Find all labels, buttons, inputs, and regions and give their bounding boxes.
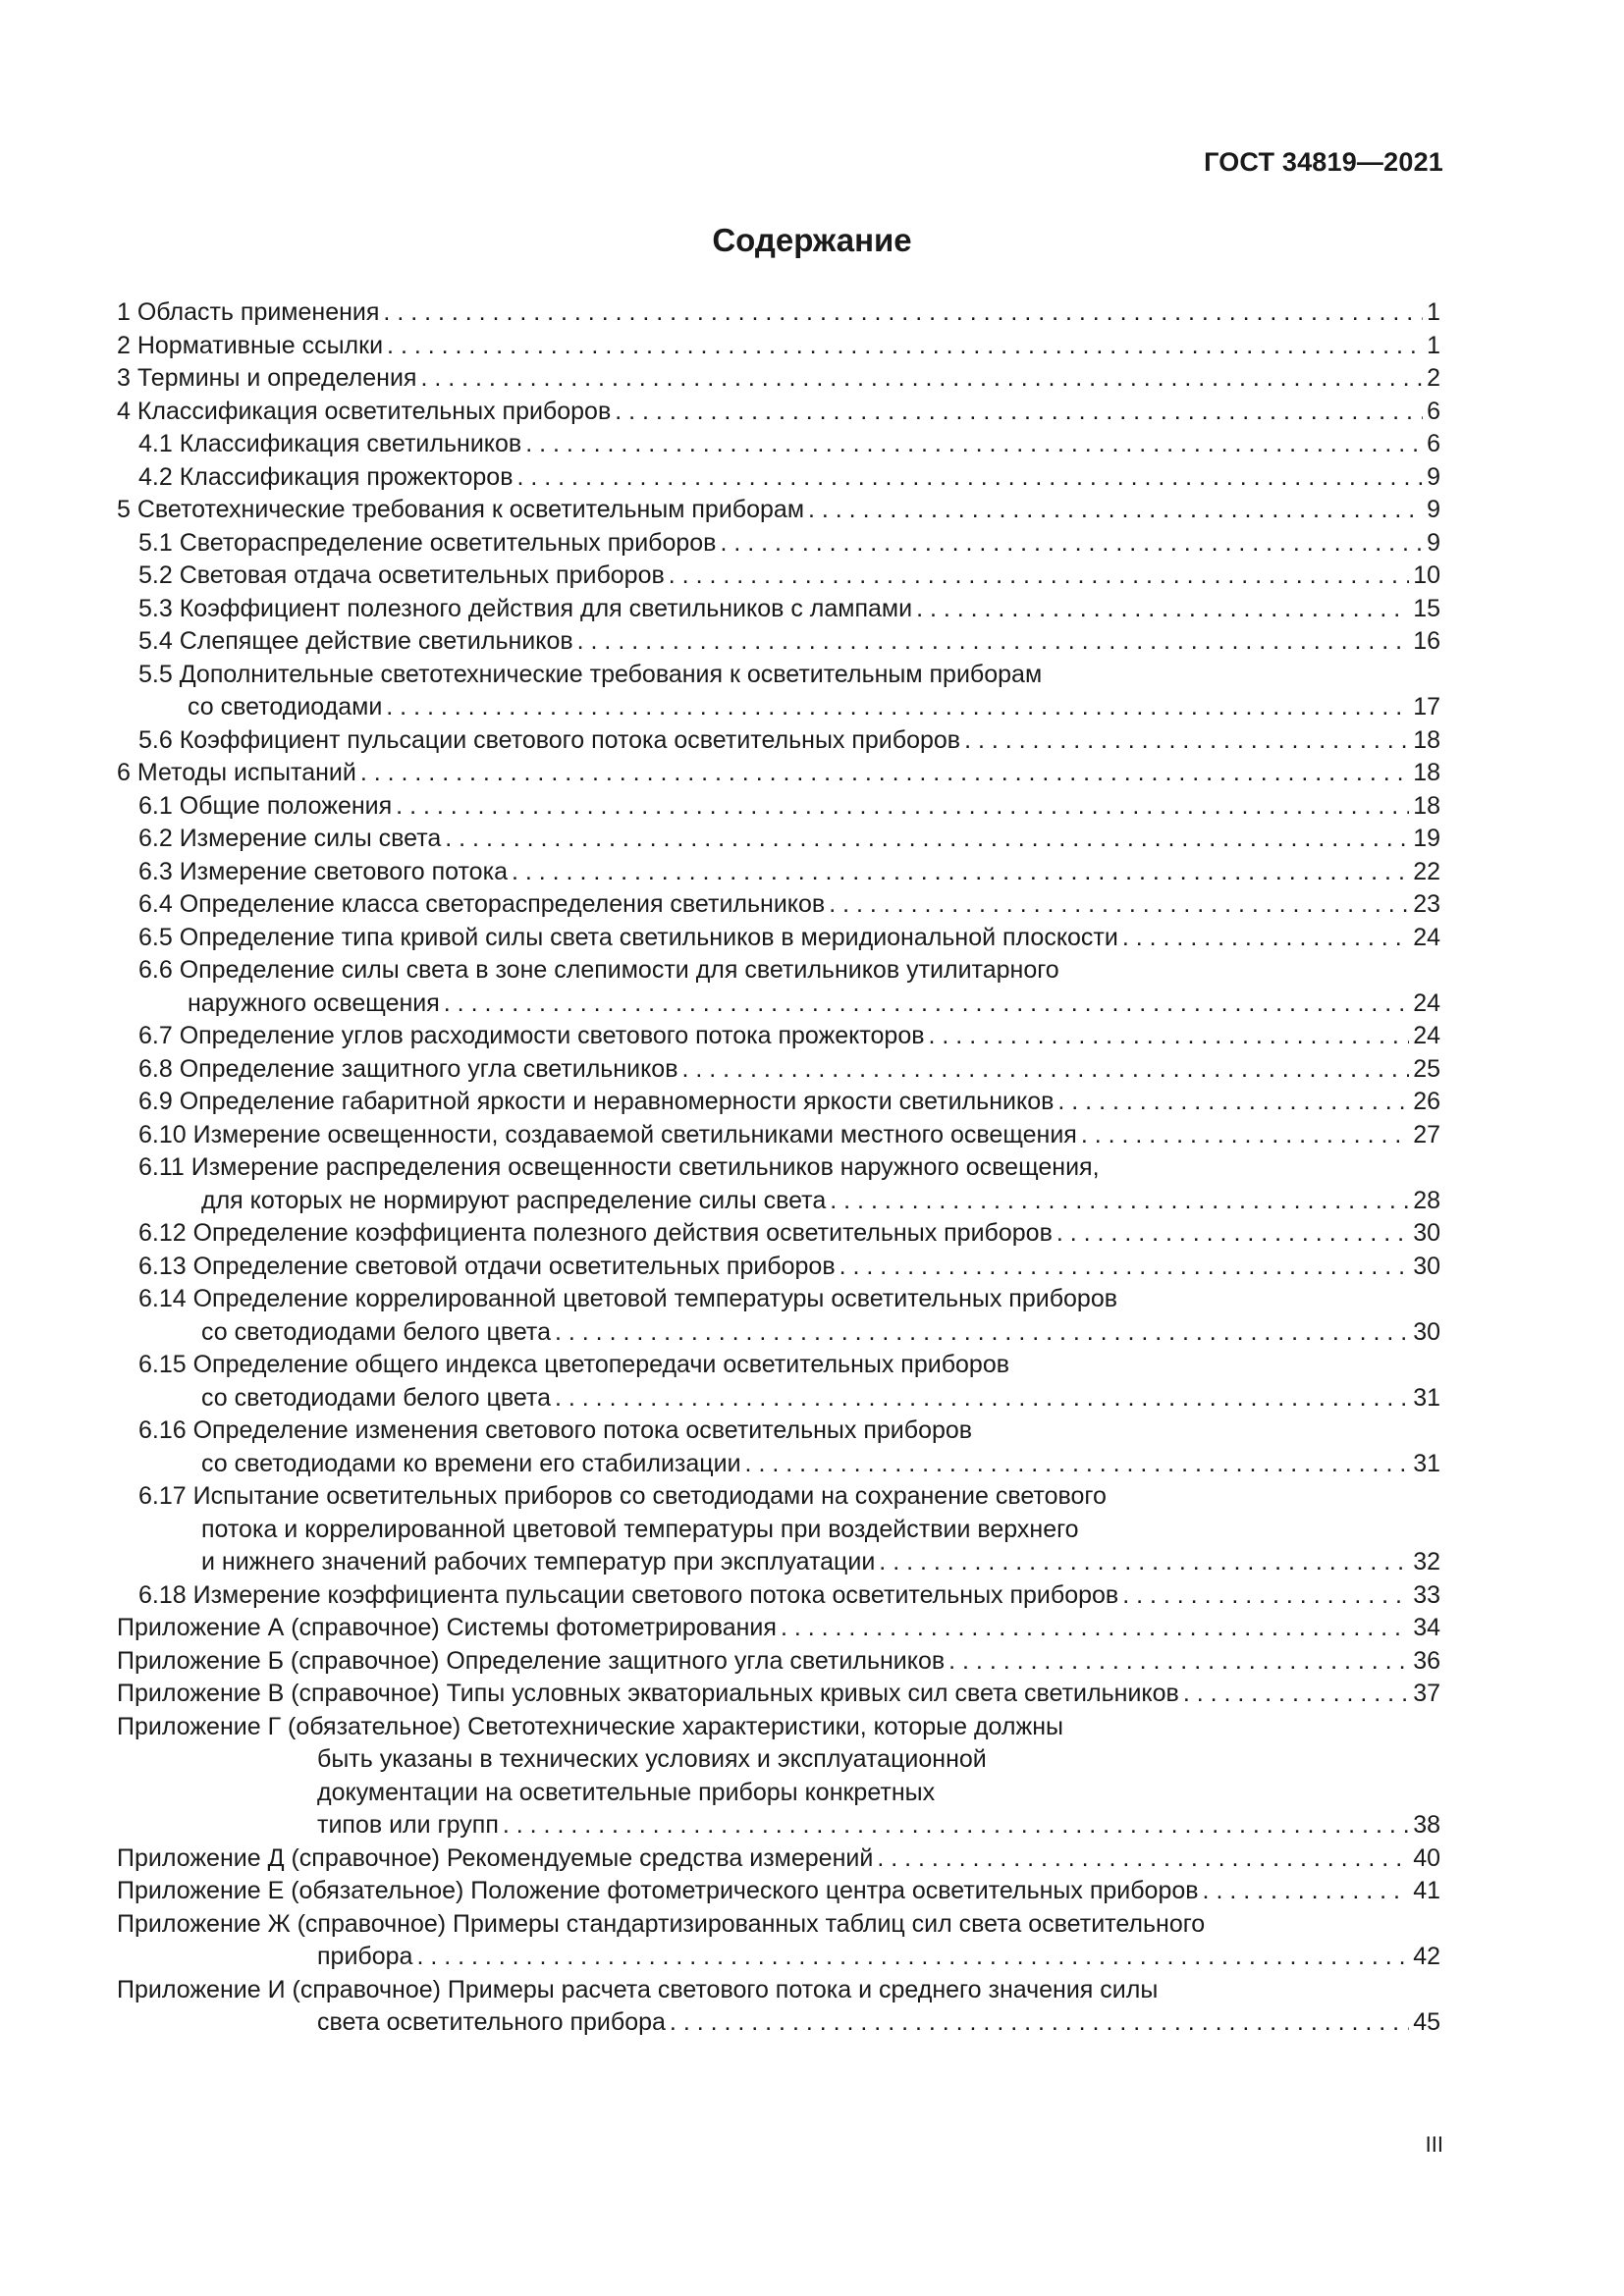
toc-entry-text: 6.14 Определение коррелированной цветовой температуры осветительных приборов: [138, 1285, 1118, 1312]
toc-entry[interactable]: [117, 1842, 1440, 1876]
toc-page-number: 27: [1413, 1120, 1440, 1148]
toc-page-number: 31: [1413, 1383, 1440, 1412]
toc-entry[interactable]: [117, 461, 1440, 495]
toc-leader-dots: [416, 1941, 1409, 1974]
toc-entry-text: Приложение А (справочное) Системы фотометрирования: [117, 1614, 777, 1641]
toc-entry-text: 5.2 Световая отдача осветительных приборов: [138, 561, 665, 589]
toc-page-number: 34: [1413, 1614, 1440, 1641]
toc-entry[interactable]: [117, 296, 1440, 330]
toc-entry-text: 6.12 Определение коэффициента полезного действия осветительных приборов: [138, 1219, 1053, 1247]
toc-entry-text: Приложение Е (обязательное) Положение фотометрического центра осветительных приборов: [117, 1877, 1199, 1904]
toc-entry[interactable]: [117, 428, 1440, 461]
toc-leader-dots: [512, 856, 1409, 889]
toc-page-number: 32: [1413, 1548, 1440, 1575]
toc-entry-text: 6.10 Измерение освещенности, создаваемой светильниками местного освещения: [138, 1120, 1077, 1148]
toc-entry[interactable]: [117, 1251, 1440, 1284]
toc-entry-text: 6 Методы испытаний: [117, 759, 356, 786]
toc-leader-dots: [1057, 1086, 1409, 1119]
toc-leader-dots: [929, 1020, 1410, 1053]
toc-leader-dots: [445, 823, 1409, 856]
toc-leader-dots: [555, 1316, 1409, 1350]
toc-leader-dots: [615, 396, 1423, 429]
toc-entry-text: 6.6 Определение силы света в зоне слепимости для светильников утилитарного: [138, 956, 1059, 984]
toc-leader-dots: [808, 494, 1423, 527]
toc-entry[interactable]: [117, 790, 1440, 824]
toc-page-number: 1: [1427, 331, 1440, 359]
toc-entry-text: Приложение Б (справочное) Определение защитного угла светильников: [117, 1646, 946, 1675]
toc-entry[interactable]: [117, 494, 1440, 527]
toc-entry[interactable]: [117, 888, 1440, 922]
toc-leader-dots: [916, 593, 1409, 626]
toc-entry-text: 6.1 Общие положения: [138, 791, 393, 820]
toc-title: Содержание: [712, 222, 912, 258]
toc-page-number: 23: [1413, 890, 1440, 918]
toc-page-number: 24: [1413, 988, 1440, 1017]
toc-leader-dots: [444, 988, 1409, 1021]
toc-page-number: 16: [1413, 627, 1440, 655]
toc-leader-dots: [420, 362, 1423, 396]
toc-entry-text: 3 Термины и определения: [117, 364, 417, 392]
toc-entry-text: Приложение Г (обязательное) Светотехнические характеристики, которые должны: [117, 1712, 1063, 1740]
toc-entry-text: со светодиодами: [188, 693, 383, 721]
toc-page-number: 24: [1413, 923, 1440, 951]
toc-entry-text: 4 Классификация осветительных приборов: [117, 397, 612, 425]
toc-entry[interactable]: [117, 1119, 1440, 1152]
toc-entry-text: Приложение И (справочное) Примеры расчета светового потока и среднего значения силы: [117, 1975, 1159, 2003]
toc-entry-text: 1 Область применения: [117, 298, 380, 326]
toc-entry[interactable]: [117, 396, 1440, 429]
toc-entry[interactable]: [117, 823, 1440, 856]
toc-leader-dots: [781, 1612, 1409, 1645]
toc-entry-text: 5.4 Слепящее действие светильников: [138, 627, 573, 655]
toc-page-number: 18: [1413, 759, 1440, 786]
toc-page-number: 41: [1413, 1877, 1440, 1904]
toc-page-number: 37: [1413, 1680, 1440, 1707]
toc-leader-dots: [1122, 1579, 1409, 1613]
toc-page-number: 45: [1413, 2008, 1440, 2036]
toc-leader-dots: [1122, 922, 1409, 955]
toc-leader-dots: [830, 1185, 1409, 1218]
toc-leader-dots: [396, 790, 1409, 824]
toc-page-number: 6: [1427, 430, 1440, 457]
toc-entry-text: потока и коррелированной цветовой температуры при воздействии верхнего: [201, 1515, 1079, 1543]
toc-leader-dots: [948, 1645, 1409, 1679]
toc-entry[interactable]: [117, 1480, 1440, 1579]
toc-entry-text: и нижнего значений рабочих температур при эксплуатации: [201, 1548, 876, 1575]
toc-entry-text: 6.3 Измерение светового потока: [138, 857, 508, 885]
toc-entry-text: 6.7 Определение углов расходимости светового потока прожекторов: [138, 1022, 925, 1049]
toc-leader-dots: [386, 691, 1409, 724]
toc-page-number: 9: [1427, 528, 1440, 557]
toc-page-number: 38: [1413, 1811, 1440, 1839]
toc-entry-text: 5.1 Светораспределение осветительных приборов: [138, 528, 717, 557]
toc-entry[interactable]: [117, 1645, 1440, 1679]
toc-leader-dots: [964, 724, 1409, 758]
toc-entry[interactable]: [117, 724, 1440, 758]
document-code: ГОСТ 34819—2021: [1204, 147, 1443, 177]
toc-page-number: 17: [1413, 693, 1440, 721]
toc-page-number: 28: [1413, 1186, 1440, 1214]
toc-leader-dots: [525, 428, 1423, 461]
toc-leader-dots: [745, 1448, 1410, 1481]
toc-entry[interactable]: [117, 1053, 1440, 1087]
toc-entry[interactable]: [117, 1974, 1440, 2040]
toc-entry-text: 6.5 Определение типа кривой силы света светильников в меридиональной плоскости: [138, 923, 1118, 951]
toc-entry[interactable]: [117, 1875, 1440, 1908]
toc-leader-dots: [670, 2006, 1409, 2040]
toc-entry[interactable]: [117, 625, 1440, 659]
toc-entry[interactable]: [117, 330, 1440, 363]
toc-page-number: 42: [1413, 1943, 1440, 1970]
toc-entry-text: Приложение Ж (справочное) Примеры стандартизированных таблиц сил света осветительного: [117, 1909, 1206, 1938]
toc-leader-dots: [681, 1053, 1409, 1087]
toc-leader-dots: [1081, 1119, 1409, 1152]
toc-entry-text: 4.2 Классификация прожекторов: [138, 462, 514, 491]
toc-leader-dots: [360, 757, 1409, 790]
toc-entry-text: быть указаны в технических условиях и эксплуатационной: [317, 1745, 987, 1773]
toc-page-number: 19: [1413, 825, 1440, 852]
toc-leader-dots: [877, 1842, 1409, 1876]
toc-entry-text: прибора: [317, 1943, 413, 1970]
toc-entry-text: 5.5 Дополнительные светотехнические требования к осветительным приборам: [138, 660, 1043, 688]
toc-entry-text: 6.13 Определение световой отдачи осветительных приборов: [138, 1252, 836, 1280]
toc-entry[interactable]: [117, 1283, 1440, 1349]
toc-leader-dots: [669, 560, 1409, 593]
page-number: III: [1425, 2132, 1443, 2157]
toc-entry[interactable]: [117, 1579, 1440, 1613]
toc-entry-text: 6.4 Определение класса светораспределения светильников: [138, 890, 826, 918]
toc-entry-text: со светодиодами белого цвета: [201, 1383, 551, 1412]
toc-page-number: 22: [1413, 857, 1440, 885]
toc-leader-dots: [1203, 1875, 1410, 1908]
toc-leader-dots: [387, 330, 1423, 363]
toc-page-number: 18: [1413, 725, 1440, 754]
toc-page-number: 40: [1413, 1843, 1440, 1872]
toc-leader-dots: [577, 625, 1410, 659]
toc-entry-text: со светодиодами ко времени его стабилизации: [201, 1449, 741, 1477]
toc-page-number: 30: [1413, 1252, 1440, 1280]
toc-leader-dots: [829, 888, 1409, 922]
toc-entry-text: 5 Светотехнические требования к осветительным приборам: [117, 496, 804, 523]
toc-entry-text: Приложение В (справочное) Типы условных экваториальных кривых сил света светильников: [117, 1680, 1179, 1707]
toc-entry[interactable]: [117, 922, 1440, 955]
toc-page-number: 9: [1427, 462, 1440, 491]
toc-entry-text: 6.16 Определение изменения светового потока осветительных приборов: [138, 1416, 973, 1444]
toc-page-number: 30: [1413, 1317, 1440, 1346]
toc-page-number: 31: [1413, 1449, 1440, 1477]
toc-page-number: 15: [1413, 594, 1440, 622]
toc-entry[interactable]: [117, 1711, 1440, 1842]
toc-entry-text: 6.15 Определение общего индекса цветопередачи осветительных приборов: [138, 1351, 1010, 1378]
toc-entry-text: 6.9 Определение габаритной яркости и неравномерности яркости светильников: [138, 1088, 1055, 1115]
toc-entry[interactable]: [117, 1217, 1440, 1251]
toc-entry-text: 6.8 Определение защитного угла светильников: [138, 1054, 678, 1083]
table-of-contents: [117, 296, 1440, 2040]
toc-leader-dots: [879, 1546, 1409, 1579]
toc-entry[interactable]: [117, 659, 1440, 724]
toc-entry-text: 6.2 Измерение силы света: [138, 825, 442, 852]
toc-leader-dots: [720, 527, 1423, 561]
toc-entry[interactable]: [117, 757, 1440, 790]
toc-leader-dots: [839, 1251, 1410, 1284]
toc-entry[interactable]: [117, 1678, 1440, 1711]
toc-entry[interactable]: [117, 1020, 1440, 1053]
toc-entry-text: типов или групп: [317, 1811, 499, 1839]
toc-page-number: 30: [1413, 1219, 1440, 1247]
toc-entry[interactable]: [117, 593, 1440, 626]
toc-entry[interactable]: [117, 1908, 1440, 1974]
toc-entry-text: света осветительного прибора: [317, 2008, 666, 2036]
toc-leader-dots: [516, 461, 1423, 495]
toc-entry[interactable]: [117, 1612, 1440, 1645]
toc-entry[interactable]: [117, 527, 1440, 561]
toc-page-number: 1: [1427, 298, 1440, 326]
toc-page-number: 6: [1427, 397, 1440, 425]
toc-entry[interactable]: [117, 954, 1440, 1020]
toc-leader-dots: [503, 1809, 1409, 1842]
toc-entry[interactable]: [117, 1349, 1440, 1415]
toc-entry[interactable]: [117, 1086, 1440, 1119]
toc-entry-text: 6.18 Измерение коэффициента пульсации светового потока осветительных приборов: [138, 1580, 1119, 1609]
toc-entry-text: Приложение Д (справочное) Рекомендуемые средства измерений: [117, 1843, 874, 1872]
toc-entry-text: 5.3 Коэффициент полезного действия для светильников с лампами: [138, 594, 913, 622]
toc-entry-text: со светодиодами белого цвета: [201, 1317, 551, 1346]
toc-leader-dots: [1183, 1678, 1409, 1711]
toc-entry[interactable]: [117, 560, 1440, 593]
toc-page-number: 33: [1413, 1580, 1440, 1609]
toc-page-number: 2: [1427, 364, 1440, 392]
toc-page-number: 36: [1413, 1646, 1440, 1675]
toc-entry-text: документации на осветительные приборы конкретных: [317, 1778, 936, 1806]
toc-page-number: 26: [1413, 1088, 1440, 1115]
toc-entry-text: 6.17 Испытание осветительных приборов со светодиодами на сохранение светового: [138, 1482, 1107, 1510]
toc-entry-text: 6.11 Измерение распределения освещенности светильников наружного освещения,: [138, 1153, 1100, 1181]
toc-entry[interactable]: [117, 1415, 1440, 1480]
toc-entry[interactable]: [117, 856, 1440, 889]
toc-page-number: 10: [1413, 561, 1440, 589]
toc-leader-dots: [1056, 1217, 1409, 1251]
toc-page-number: 25: [1413, 1054, 1440, 1083]
toc-entry-text: 2 Нормативные ссылки: [117, 331, 384, 359]
toc-page-number: 18: [1413, 791, 1440, 820]
toc-entry-text: наружного освещения: [188, 988, 440, 1017]
toc-leader-dots: [383, 296, 1423, 330]
toc-entry[interactable]: [117, 362, 1440, 396]
toc-leader-dots: [555, 1382, 1409, 1415]
toc-entry-text: 5.6 Коэффициент пульсации светового потока осветительных приборов: [138, 725, 961, 754]
toc-entry-text: для которых не нормируют распределение силы света: [201, 1186, 827, 1214]
toc-entry-text: 4.1 Классификация светильников: [138, 430, 522, 457]
toc-entry[interactable]: [117, 1151, 1440, 1217]
toc-page-number: 24: [1413, 1022, 1440, 1049]
toc-page-number: 9: [1427, 496, 1440, 523]
